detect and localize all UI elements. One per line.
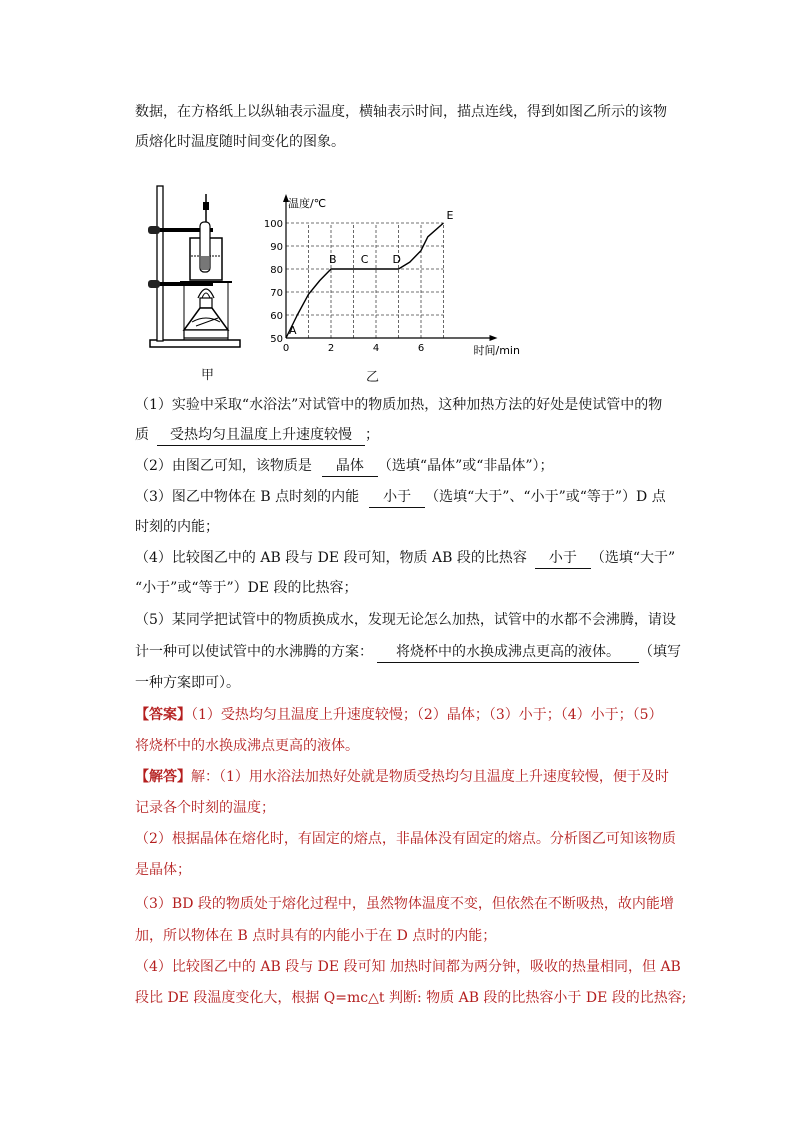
x-tick-label: 0: [282, 343, 290, 354]
solution-line-6: 加，所以物体在 B 点时具有的内能小于在 D 点时的内能；: [135, 928, 497, 944]
y-axis-label: 温度/℃: [288, 197, 327, 210]
q1-suffix: ；: [365, 427, 379, 443]
figure-yi-caption: 乙: [366, 370, 380, 385]
q5-answer: 将烧杯中的水换成沸点更高的液体。: [377, 642, 639, 663]
q4-prefix: （4）比较图乙中的 AB 段与 DE 段可知，物质 AB 段的比热容: [135, 550, 527, 566]
solution-line-8: 段比 DE 段温度变化大，根据 Q=mc△t 判断: 物质 AB 段的比热容小于 DE 段的比热容;: [135, 990, 687, 1006]
q4-suffix: （选填“大于”: [590, 550, 676, 566]
q5-suffix: （填写: [639, 644, 681, 660]
point-label-e: E: [446, 209, 454, 222]
q5-line-2: [135, 642, 681, 663]
y-tick-label: 60: [270, 311, 283, 322]
q4-line-2: “小于”或“等于”）DE 段的比热容；: [135, 580, 358, 596]
x-tick-label: 4: [372, 343, 380, 354]
q1-answer: 受热均匀且温度上升速度较慢: [157, 425, 365, 446]
q2-suffix: （选填“晶体”或“非晶体”）；: [377, 458, 554, 474]
solution-line-1: [135, 767, 669, 787]
q3-line-2: 时刻的内能；: [135, 519, 219, 535]
point-label-c: C: [360, 253, 369, 266]
answer-line-2: 将烧杯中的水换成沸点更高的液体。: [135, 738, 359, 754]
y-tick-label: 70: [270, 288, 283, 299]
figure-jia-caption: 甲: [201, 368, 215, 383]
solution-line-3: （2）根据晶体在熔化时，有固定的熔点，非晶体没有固定的熔点。分析图乙可知该物质: [135, 831, 676, 847]
answer-line-1: [135, 705, 663, 725]
q2-line: [135, 456, 554, 477]
apparatus-figure: [140, 180, 250, 350]
intro-line-1: 数据，在方格纸上以纵轴表示温度，横轴表示时间，描点连线，得到如图乙所示的该物: [135, 104, 667, 120]
answer-text-1: （1）受热均匀且温度上升速度较慢；（2）晶体；（3）小于；（4）小于；（5）: [191, 707, 663, 723]
q3-line-1: [135, 487, 666, 508]
solution-line-2: 记录各个时刻的温度；: [135, 800, 275, 816]
temperature-curve: [286, 223, 444, 338]
q5-line-3: 一种方案即可）。: [135, 675, 240, 691]
x-axis-arrow: [490, 335, 498, 341]
q5-line-1: （5）某同学把试管中的物质换成水，发现无论怎么加热，试管中的水都不会沸腾，请设: [135, 612, 676, 628]
q3-suffix: （选填“大于”、“小于”或“等于”）D 点: [425, 489, 666, 505]
q1-line-2: [135, 425, 379, 446]
melting-curve-chart: [258, 188, 530, 360]
solution-text-1: 解：（1）用水浴法加热好处就是物质受热均匀且温度上升速度较慢，便于及时: [191, 769, 669, 785]
y-tick-label: 80: [270, 265, 283, 276]
q5-prefix: 计一种可以使试管中的水沸腾的方案：: [135, 644, 373, 660]
point-label-d: D: [392, 253, 401, 266]
x-tick-label: 6: [417, 343, 425, 354]
solution-tag: 【解答】: [135, 769, 191, 785]
q4-answer: 小于: [535, 548, 591, 569]
y-tick-label: 50: [270, 334, 283, 345]
x-tick-label: 2: [327, 343, 335, 354]
point-label-b: B: [329, 253, 337, 266]
point-label-a: A: [289, 324, 297, 337]
q1-prefix: 质: [135, 427, 149, 443]
intro-line-2: 质熔化时温度随时间变化的图象。: [135, 134, 345, 150]
answer-tag: 【答案】: [135, 707, 191, 723]
q3-prefix: （3）图乙中物体在 B 点时刻的内能: [135, 489, 360, 505]
q3-answer: 小于: [369, 487, 425, 508]
y-tick-label: 90: [270, 242, 283, 253]
y-tick-label: 100: [263, 219, 283, 230]
q4-line-1: [135, 548, 675, 569]
q2-answer: 晶体: [322, 456, 378, 477]
x-axis-label: 时间/min: [473, 344, 520, 357]
solution-line-5: （3）BD 段的物质处于熔化过程中，虽然物体温度不变，但依然在不断吸热，故内能增: [135, 896, 674, 912]
solution-line-4: 是晶体；: [135, 862, 191, 878]
solution-line-7: （4）比较图乙中的 AB 段与 DE 段可知 加热时间都为两分钟，吸收的热量相同，但 AB: [135, 959, 681, 975]
q1-line-1: （1）实验中采取“水浴法”对试管中的物质加热，这种加热方法的好处是使试管中的物: [135, 397, 663, 413]
q2-prefix: （2）由图乙可知，该物质是: [135, 458, 312, 474]
